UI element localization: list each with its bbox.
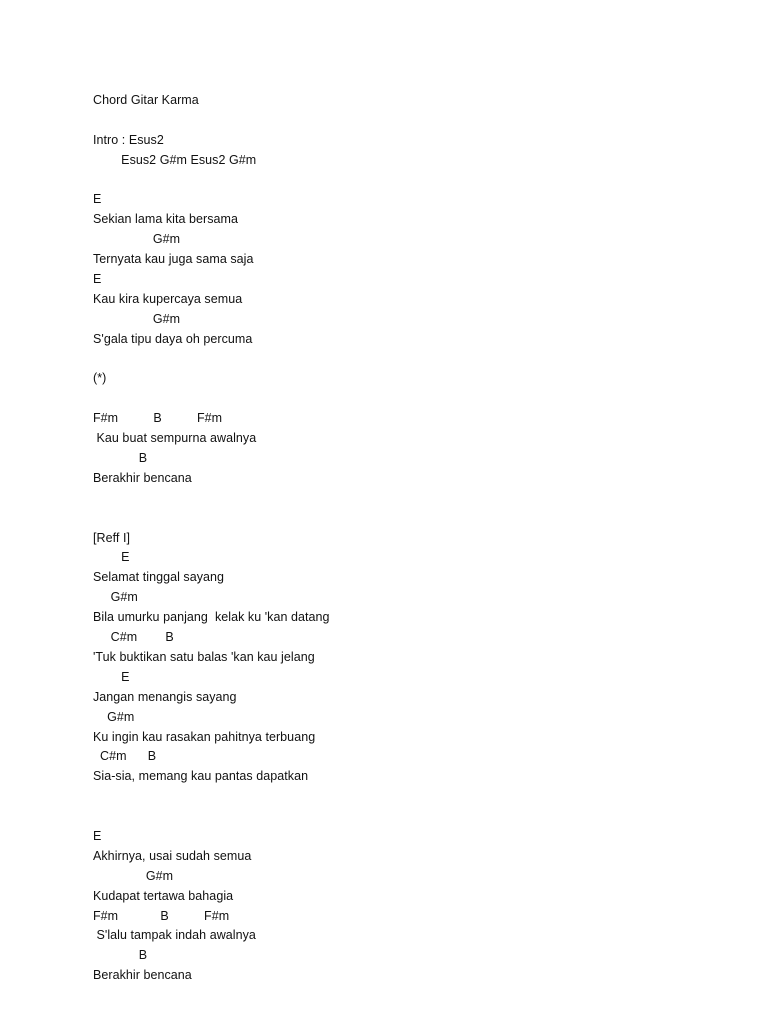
chord-line: B: [93, 451, 148, 466]
lyric-line: Berakhir bencana: [93, 470, 192, 485]
chord-line: F#m B F#m: [93, 908, 230, 923]
blank-line: [93, 171, 733, 191]
section-heading-reff: [Reff I]: [93, 530, 130, 545]
blank-line: [93, 787, 733, 807]
lyric-line: Berakhir bencana: [93, 968, 192, 983]
chord-line: G#m: [93, 709, 135, 724]
chord-line: G#m: [93, 590, 138, 605]
chord-line: E: [93, 192, 102, 207]
chord-line: G#m: [93, 232, 181, 247]
lyric-line: Kau kira kupercaya semua: [93, 291, 243, 306]
lyric-line: Ternyata kau juga sama saja: [93, 252, 254, 267]
chord-line: F#m B F#m: [93, 411, 223, 426]
intro-line: Intro : Esus2: [93, 132, 164, 147]
lyric-line: Kau buat sempurna awalnya: [93, 431, 257, 446]
blank-line: [93, 807, 733, 827]
chord-line: E: [93, 272, 102, 287]
lyric-line: S'lalu tampak indah awalnya: [93, 928, 256, 943]
lyric-line: Jangan menangis sayang: [93, 689, 237, 704]
lyric-line: S'gala tipu daya oh percuma: [93, 331, 253, 346]
chord-line: G#m: [93, 311, 181, 326]
lyric-line: Selamat tinggal sayang: [93, 570, 225, 585]
chord-line: E: [93, 669, 130, 684]
chord-line: E: [93, 828, 102, 843]
blank-line: [93, 509, 733, 529]
chord-line: E: [93, 550, 130, 565]
lyric-line: Sekian lama kita bersama: [93, 212, 239, 227]
song-title: Chord Gitar Karma: [93, 93, 199, 107]
chord-line: C#m B: [93, 630, 174, 645]
chord-line: B: [93, 948, 148, 963]
blank-line: [93, 389, 733, 409]
blank-line: [93, 489, 733, 509]
blank-line: [93, 350, 733, 370]
lyric-line: Ku ingin kau rasakan pahitnya terbuang: [93, 729, 316, 744]
section-marker: (*): [93, 371, 107, 386]
blank-line: [93, 111, 733, 131]
lyric-line: Kudapat tertawa bahagia: [93, 888, 234, 903]
chord-line: G#m: [93, 868, 174, 883]
chord-line: Esus2 G#m Esus2 G#m: [93, 152, 257, 167]
lyric-line: Bila umurku panjang kelak ku 'kan datang: [93, 610, 330, 625]
lyric-line: Akhirnya, usai sudah semua: [93, 848, 252, 863]
chord-sheet-page: [93, 91, 733, 986]
lyric-line: 'Tuk buktikan satu balas 'kan kau jelang: [93, 649, 315, 664]
chord-line: C#m B: [93, 749, 157, 764]
lyric-line: Sia-sia, memang kau pantas dapatkan: [93, 769, 309, 784]
